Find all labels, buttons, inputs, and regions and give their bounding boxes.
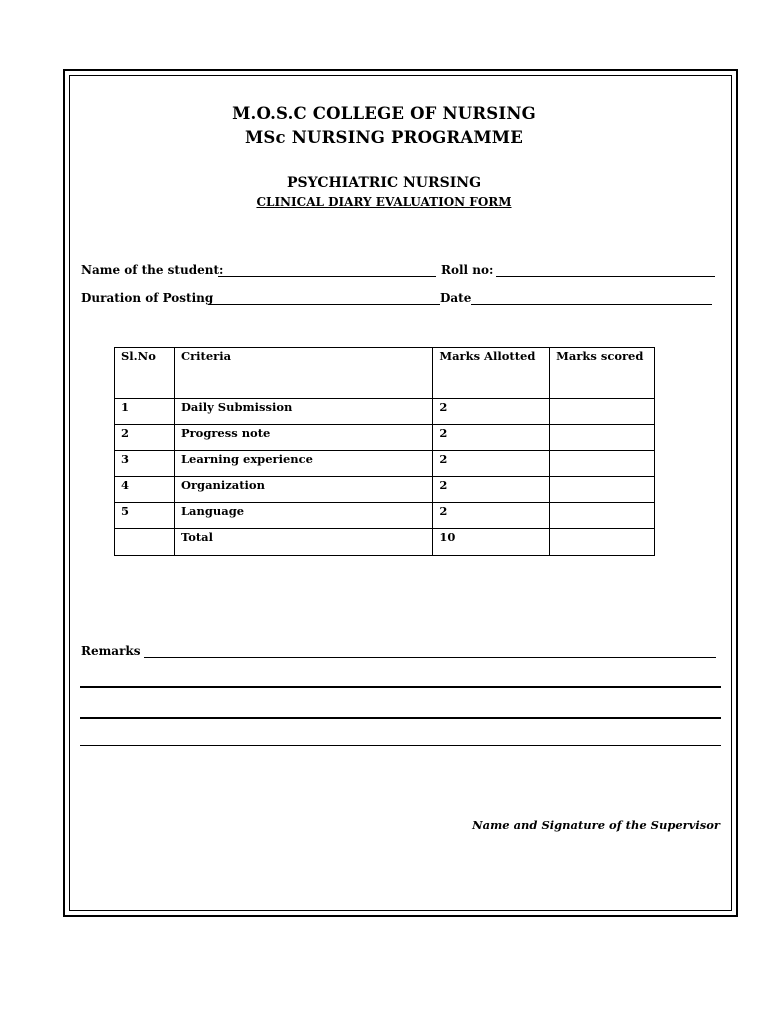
remarks-label: Remarks: [81, 644, 141, 658]
col-header-slno: Sl.No: [115, 348, 175, 399]
cell-allotted: 10: [433, 529, 550, 556]
cell-scored[interactable]: [550, 425, 655, 451]
cell-scored[interactable]: [550, 503, 655, 529]
table-total-row: [115, 529, 655, 556]
table-row: [115, 425, 655, 451]
programme-name: MSc NURSING PROGRAMME: [244, 128, 524, 147]
cell-criteria: Organization: [174, 477, 432, 503]
date-field[interactable]: [471, 304, 712, 305]
cell-slno: 5: [115, 503, 175, 529]
cell-slno: [115, 529, 175, 556]
col-header-criteria: Criteria: [174, 348, 432, 399]
cell-scored[interactable]: [550, 451, 655, 477]
table-row: [115, 451, 655, 477]
col-header-marks-scored: Marks scored: [550, 348, 655, 399]
cell-allotted: 2: [433, 399, 550, 425]
cell-scored[interactable]: [550, 477, 655, 503]
roll-no-field[interactable]: [496, 276, 715, 277]
college-name: M.O.S.C COLLEGE OF NURSING: [232, 104, 536, 123]
table-header-row: [115, 348, 655, 399]
duration-label: Duration of Posting: [81, 291, 214, 305]
cell-allotted: 2: [433, 425, 550, 451]
cell-scored[interactable]: [550, 399, 655, 425]
cell-criteria: Learning experience: [174, 451, 432, 477]
cell-allotted: 2: [433, 503, 550, 529]
table-row: [115, 477, 655, 503]
student-name-field[interactable]: [218, 276, 436, 277]
cell-slno: 4: [115, 477, 175, 503]
cell-allotted: 2: [433, 477, 550, 503]
cell-allotted: 2: [433, 451, 550, 477]
remarks-line-3[interactable]: [80, 717, 721, 719]
cell-criteria: Progress note: [174, 425, 432, 451]
cell-slno: 3: [115, 451, 175, 477]
cell-criteria: Total: [174, 529, 432, 556]
roll-no-label: Roll no:: [441, 263, 494, 277]
cell-scored[interactable]: [550, 529, 655, 556]
student-name-label: Name of the student:: [81, 263, 224, 277]
col-header-marks-allotted: Marks Allotted: [433, 348, 550, 399]
subject-title: PSYCHIATRIC NURSING: [286, 175, 482, 191]
remarks-line-1[interactable]: [144, 657, 716, 658]
form-title: CLINICAL DIARY EVALUATION FORM: [256, 195, 512, 209]
table-row: [115, 399, 655, 425]
duration-field[interactable]: [208, 304, 440, 305]
marks-table: [114, 347, 655, 556]
cell-slno: 1: [115, 399, 175, 425]
cell-criteria: Daily Submission: [174, 399, 432, 425]
remarks-line-2[interactable]: [80, 686, 721, 688]
supervisor-signature-label: Name and Signature of the Supervisor: [472, 818, 720, 832]
cell-slno: 2: [115, 425, 175, 451]
remarks-line-4[interactable]: [80, 745, 721, 746]
cell-criteria: Language: [174, 503, 432, 529]
date-label: Date: [440, 291, 472, 305]
table-row: [115, 503, 655, 529]
